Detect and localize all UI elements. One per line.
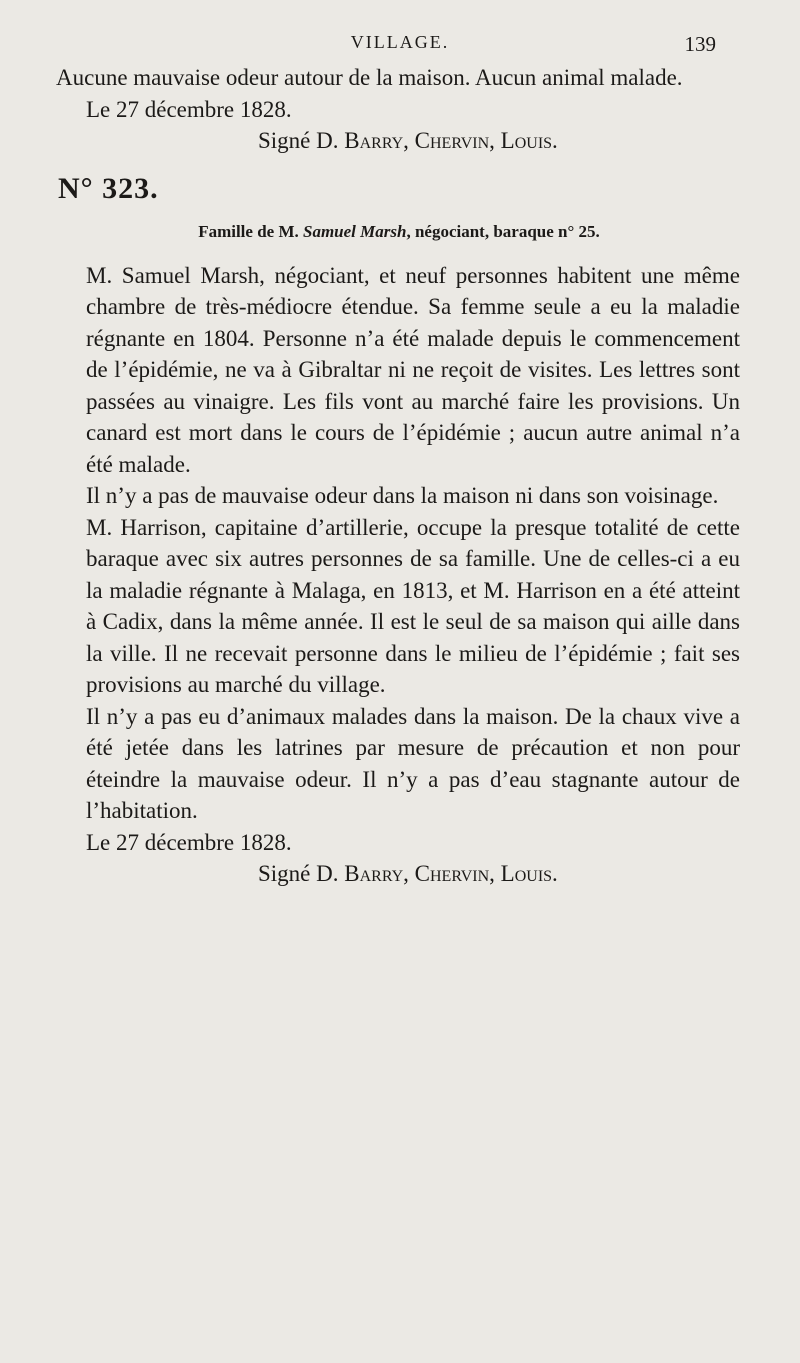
page-number: 139 bbox=[684, 32, 716, 56]
date-line: Le 27 décembre 1828. bbox=[86, 829, 292, 855]
date-line-top: Le 27 décembre 1828. bbox=[86, 96, 292, 122]
signature-line bbox=[58, 858, 740, 890]
paragraph-4: Il n’y a pas eu d’animaux malades dans la maison. De la chaux vive a été jetée dans les latrines par mesure de précaution et non pour éteindre la mauvaise odeur. Il n’y a pas d’eau stagnante autour de l’habitation. bbox=[86, 703, 740, 823]
running-header bbox=[0, 32, 800, 62]
entry-number: N° 323. bbox=[58, 171, 159, 205]
signed-prefix: Signé D. bbox=[258, 128, 345, 153]
signatories: Barry, Chervin, Louis. bbox=[344, 128, 558, 153]
signatories: Barry, Chervin, Louis. bbox=[344, 861, 558, 886]
paragraph-2: Il n’y a pas de mauvaise odeur dans la maison ni dans son voisinage. bbox=[86, 483, 719, 508]
caption-prefix: Famille de M. bbox=[198, 222, 303, 241]
entry-caption bbox=[58, 216, 740, 248]
caption-suffix: , négociant, baraque n° 25. bbox=[406, 222, 600, 241]
signature-line-top bbox=[58, 125, 740, 157]
caption-name: Samuel Marsh bbox=[303, 222, 407, 241]
paragraph-3: M. Harrison, capitaine d’artillerie, occupe la presque totalité de cette baraque avec six autres personnes de sa famille. Une de celles-ci a eu la maladie régnante à Malaga, en 1813, et M. Harrison en a été atteint à Cadix, dans la même année. Il est le seul de sa maison qui aille dans la ville. Il ne recevait personne dans le milieu de l’épidémie ; fait ses provisions au marché du village. bbox=[86, 514, 740, 697]
paragraph-top: Aucune mauvaise odeur autour de la maison. Aucun animal malade. bbox=[56, 65, 683, 90]
signed-prefix: Signé D. bbox=[258, 861, 345, 886]
paragraph-1: M. Samuel Marsh, négociant, et neuf personnes habitent une même chambre de très-médiocre étendue. Sa femme seule a eu la maladie régnante en 1804. Personne n’a été malade depuis le commencement de l’épidémie, ne va à Gibraltar ni ne reçoit de visites. Les lettres sont passées au vinaigre. Les fils vont au marché faire les provisions. Un canard est mort dans le cours de l’épidémie ; aucun autre animal n’a été malade. bbox=[86, 262, 740, 477]
page-body bbox=[58, 62, 740, 890]
running-title: VILLAGE. bbox=[350, 32, 450, 52]
